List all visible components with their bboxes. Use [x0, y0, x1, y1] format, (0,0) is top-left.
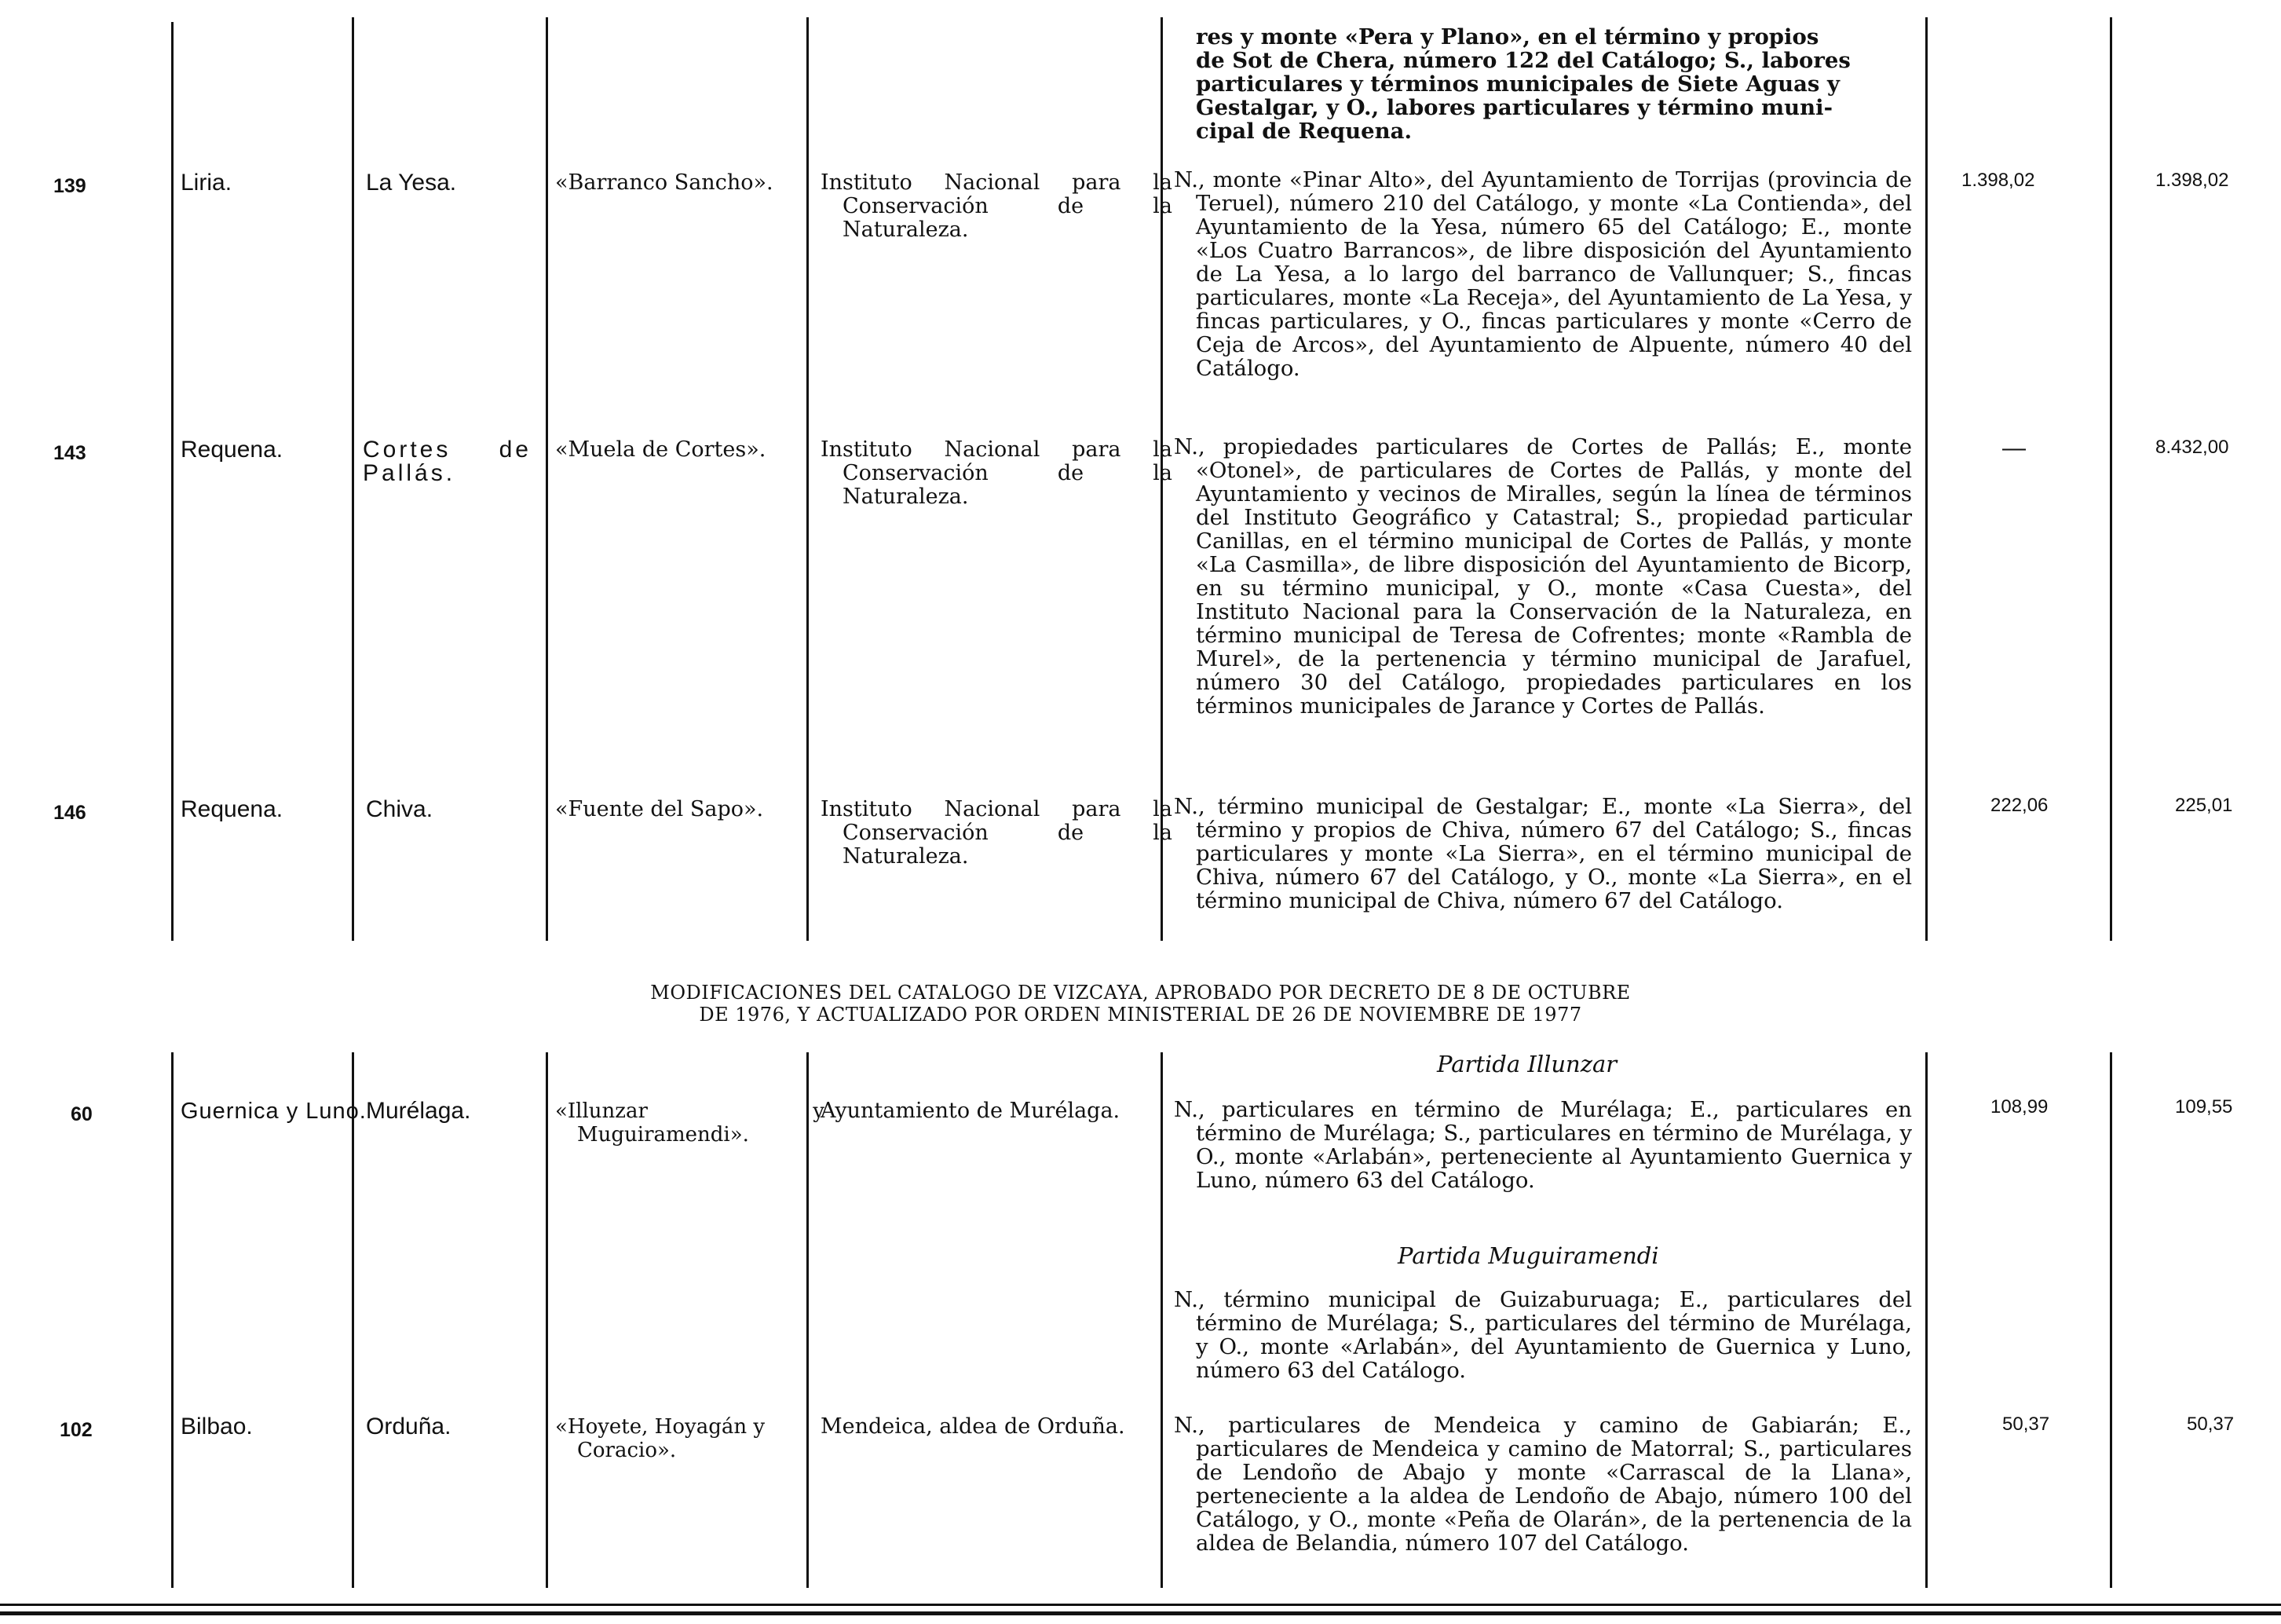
row-number: 102	[60, 1419, 93, 1441]
heading-line: DE 1976, Y ACTUALIZADO POR ORDEN MINISTERIAL DE 26 DE NOVIEMBRE DE 1977	[699, 1004, 1582, 1026]
row-number: 60	[71, 1103, 93, 1125]
column-divider	[546, 17, 548, 941]
continuation-line: res y monte «Pera y Plano», en el término y propios	[1196, 24, 1819, 49]
cabida-publica: —	[2002, 435, 2026, 461]
bottom-rule	[0, 1604, 2281, 1606]
column-divider	[2110, 1052, 2112, 1588]
termino-cell: La Yesa.	[366, 170, 457, 196]
limites-text: N., monte «Pinar Alto», del Ayuntamiento de Torrijas (provincia de Teruel), número 210 del Catálogo, y monte «La Contienda», del Ayuntamiento de la Yesa, número 65 del Catálogo; E., monte «Los Cuatro Barrancos», de libre disposición del Ayuntamiento de La Yesa, a lo largo del barranco de Vallunquer; S., fincas particulares, monte «La Receja», del Ayuntamiento de La Yesa, y fincas particulares, y O., fincas particulares y monte «Cerro de Ceja de Arcos», del Ayuntamiento de Alpuente, número 40 del Catálogo.	[1174, 167, 1912, 381]
cabida-publica: 1.398,02	[1961, 170, 2035, 191]
monte-cell: «Illunzar y Muguiramendi».	[555, 1099, 824, 1147]
cabida-publica: 108,99	[1990, 1096, 2049, 1117]
termino-cell: Orduña.	[366, 1414, 451, 1439]
continuation-line: Gestalgar, y O., labores particulares y término muni-	[1196, 95, 1833, 120]
continuation-line: de Sot de Chera, número 122 del Catálogo; S., labores	[1196, 48, 1851, 73]
section-heading	[0, 982, 2281, 1026]
column-divider	[546, 1052, 548, 1588]
pertenencia-cell: Instituto Nacional para la Conservación de la Naturaleza.	[821, 170, 1172, 242]
limites-cell	[1174, 1098, 1912, 1192]
partida-title: Partida Muguiramendi	[1398, 1242, 1659, 1269]
partida-title: Partida Illunzar	[1437, 1051, 1618, 1077]
pertenencia-cell: Mendeica, aldea de Orduña.	[821, 1414, 1125, 1439]
row-number: 146	[53, 802, 86, 824]
heading-line: MODIFICACIONES DEL CATALOGO DE VIZCAYA, APROBADO POR DECRETO DE 8 DE OCTUBRE	[650, 982, 1631, 1004]
limites-text: N., propiedades particulares de Cortes de Pallás; E., monte «Otonel», de particulares de Cortes de Pallás, y monte del Ayuntamiento y vecinos de Miralles, según la línea de términos del Instituto Geográfico y Catastral; S., propiedad particular Canillas, en el término municipal de Cortes de Pallás, y monte «La Casmilla», de libre disposición del Ayuntamiento de Bicorp, en su término municipal, y O., monte «Casa Cuesta», del Instituto Nacional para la Conservación de la Naturaleza, en término municipal de Teresa de Cofrentes; monte «Rambla de Murel», de la pertenencia y término municipal de Jarafuel, número 30 del Catálogo, propiedades particulares en los términos municipales de Jarance y Cortes de Pallás.	[1174, 434, 1912, 719]
continuation-line: cipal de Requena.	[1196, 119, 1413, 144]
column-divider	[352, 17, 354, 941]
cabida-total: 50,37	[2187, 1414, 2235, 1435]
column-divider	[1161, 1052, 1163, 1588]
limites-text: N., particulares de Mendeica y camino de Gabiarán; E., particulares de Mendeica y camino de Matorral; S., particulares de Lendoño de Abajo y monte «Carrascal de la Llana», perteneciente a la aldea de Lendoño de Abajo, número 100 del Catálogo, y O., monte «Peña de Olarán», de la pertenencia de la aldea de Belandia, número 107 del Catálogo.	[1174, 1413, 1912, 1556]
row-number: 139	[53, 175, 86, 197]
row-number: 143	[53, 442, 86, 464]
cabida-publica: 50,37	[2002, 1414, 2050, 1435]
limites-text: N., término municipal de Guizaburuaga; E., particulares del término de Murélaga; S., particulares del término de Murélaga, y O., monte «Arlabán», del Ayuntamiento de Guernica y Luno, número 63 del Catálogo.	[1174, 1287, 1912, 1383]
cabida-publica: 222,06	[1990, 795, 2049, 816]
limites-text: N., particulares en término de Murélaga; E., particulares en término de Murélaga; S., particulares en término de Murélaga, y O., monte «Arlabán», perteneciente al Ayuntamiento Guernica y Luno, número 63 del Catálogo.	[1174, 1097, 1912, 1193]
limites-cell	[1174, 795, 1912, 913]
monte-cell: «Fuente del Sapo».	[555, 797, 764, 821]
cabida-total: 8.432,00	[2155, 437, 2229, 458]
termino-cell: Chiva.	[366, 796, 433, 822]
termino-cell: Cortes de Pallás.	[363, 437, 532, 486]
cabida-total: 1.398,02	[2155, 170, 2229, 191]
termino-cell: Murélaga.	[366, 1098, 471, 1124]
limites-text: N., término municipal de Gestalgar; E., monte «La Sierra», del término y propios de Chiva, número 67 del Catálogo; S., fincas particulares y monte «La Sierra», en el término municipal de Chiva, número 67 del Catálogo, y O., monte «La Sierra», en el término municipal de Chiva, número 67 del Catálogo.	[1174, 794, 1912, 913]
monte-cell: «Muela de Cortes».	[555, 437, 766, 462]
monte-cell: «Barranco Sancho».	[555, 170, 773, 195]
limites-cell	[1174, 435, 1912, 718]
column-divider	[1925, 17, 1928, 941]
column-divider	[2110, 17, 2112, 941]
continuation-text	[1174, 25, 1912, 143]
pertenencia-cell: Ayuntamiento de Murélaga.	[821, 1099, 1120, 1123]
cabida-total: 109,55	[2175, 1096, 2233, 1117]
continuation-line: particulares y términos municipales de Siete Aguas y	[1196, 71, 1840, 97]
limites-cell	[1174, 1414, 1912, 1555]
bottom-rule	[0, 1611, 2281, 1615]
column-divider	[171, 22, 174, 941]
column-divider	[352, 1052, 354, 1588]
partido-cell: Liria.	[181, 170, 232, 196]
partido-cell: Requena.	[181, 437, 283, 463]
cabida-total: 225,01	[2175, 795, 2233, 816]
limites-cell	[1174, 1288, 1912, 1382]
limites-cell	[1174, 168, 1912, 380]
partido-cell: Bilbao.	[181, 1414, 253, 1439]
monte-cell: «Hoyete, Hoyagán y Coracio».	[555, 1415, 766, 1462]
column-divider	[171, 1052, 174, 1588]
column-divider	[806, 17, 809, 941]
pertenencia-cell: Instituto Nacional para la Conservación de la Naturaleza.	[821, 797, 1172, 869]
pertenencia-cell: Instituto Nacional para la Conservación de la Naturaleza.	[821, 437, 1172, 509]
partido-cell: Guernica y Luno.	[181, 1099, 367, 1124]
column-divider	[1925, 1052, 1928, 1588]
partido-cell: Requena.	[181, 796, 283, 822]
